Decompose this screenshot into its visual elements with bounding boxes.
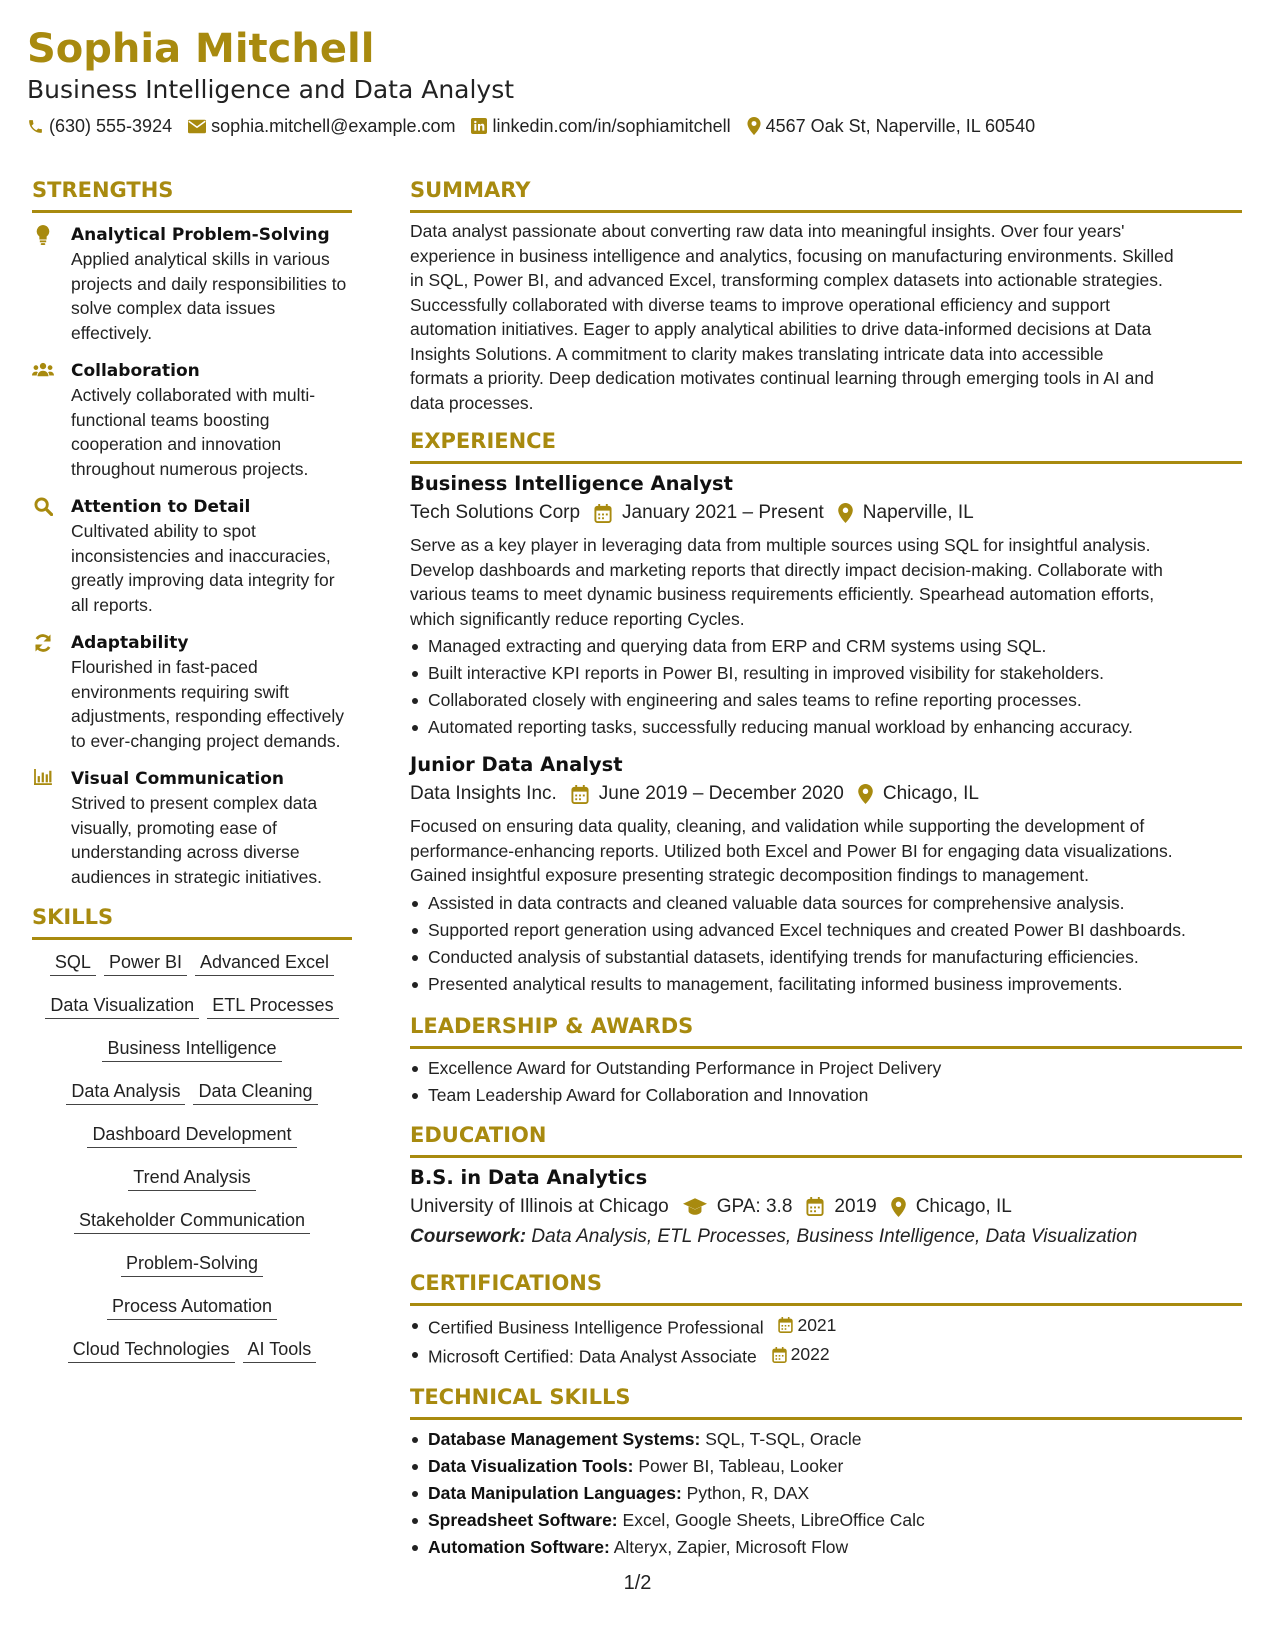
desc-line: performance-enhancing reports. Utilized both Excel and Power BI for engaging data visualizations. bbox=[410, 840, 1173, 861]
strengths-title: STRENGTHS bbox=[32, 178, 174, 202]
skill-tag: Dashboard Development bbox=[87, 1122, 296, 1148]
skill-row bbox=[32, 1122, 352, 1148]
map-pin-icon bbox=[891, 1197, 906, 1217]
desc-line: Develop dashboards and marketing reports that directly impact decision-making. Collaborate with bbox=[410, 559, 1163, 580]
strength-item bbox=[32, 359, 352, 481]
candidate-headline: Business Intelligence and Data Analyst bbox=[27, 75, 515, 104]
phone-text: (630) 555-3924 bbox=[49, 116, 173, 136]
coursework-list: Data Analysis, ETL Processes, Business Intelligence, Data Visualization bbox=[531, 1225, 1138, 1247]
certification-name: Microsoft Certified: Data Analyst Associate bbox=[428, 1346, 757, 1367]
map-pin-icon bbox=[838, 503, 853, 523]
skill-tag: Power BI bbox=[104, 950, 187, 976]
job-bullet: Supported report generation using advanced Excel techniques and created Power BI dashboards. bbox=[410, 917, 1242, 944]
map-pin-icon bbox=[747, 117, 761, 135]
desc-line: various teams to meet dynamic business requirements efficiently. Spearhead automation efforts, bbox=[410, 584, 1155, 604]
leadership-title: LEADERSHIP & AWARDS bbox=[410, 1013, 694, 1038]
skill-row bbox=[32, 950, 352, 976]
lightbulb-icon bbox=[35, 225, 51, 245]
skill-row bbox=[32, 1036, 352, 1062]
section-divider bbox=[410, 461, 1242, 464]
skill-row bbox=[32, 1294, 352, 1320]
skill-tag: Data Visualization bbox=[45, 993, 199, 1019]
technical-skills-title: TECHNICAL SKILLS bbox=[410, 1384, 631, 1409]
strength-title: Adaptability bbox=[71, 633, 189, 653]
linkedin-text: linkedin.com/in/sophiamitchell bbox=[492, 116, 731, 136]
summary-line: in SQL, Power BI, and advanced Excel, transforming complex datasets into actionable strategies. bbox=[410, 270, 1163, 290]
skill-tag: Data Analysis bbox=[66, 1079, 185, 1105]
skill-row bbox=[32, 1251, 352, 1277]
summary-line: formats a priority. Deep dedication motivates continual learning through emerging tools in AI and bbox=[410, 368, 1154, 388]
strength-title: Visual Communication bbox=[71, 769, 285, 789]
job-bullet: Conducted analysis of substantial datasets, identifying trends for manufacturing efficiencies. bbox=[410, 944, 1242, 971]
strength-title: Attention to Detail bbox=[71, 497, 251, 517]
skills-title: SKILLS bbox=[32, 905, 114, 929]
certification-year: 2021 bbox=[797, 1314, 837, 1335]
skill-tag: ETL Processes bbox=[207, 993, 338, 1019]
skill-tag: Cloud Technologies bbox=[68, 1337, 235, 1363]
certification-item bbox=[410, 1312, 1242, 1342]
skills-list bbox=[32, 950, 352, 1363]
tech-skill-label: Database Management Systems: bbox=[428, 1428, 701, 1449]
tech-skill-value: SQL, T-SQL, Oracle bbox=[705, 1428, 862, 1449]
skill-tag: Business Intelligence bbox=[102, 1036, 281, 1062]
certification-date bbox=[778, 1312, 836, 1339]
strength-item bbox=[32, 495, 352, 617]
strength-desc: Cultivated ability to spot inconsistencies and inaccuracies, greatly improving data integrity for all reports. bbox=[71, 521, 335, 615]
calendar-icon bbox=[806, 1197, 824, 1216]
coursework bbox=[410, 1223, 1242, 1251]
calendar-icon bbox=[778, 1317, 793, 1333]
job-bullet: Assisted in data contracts and cleaned valuable data sources for comprehensive analysis. bbox=[410, 890, 1242, 917]
job-company: Data Insights Inc. bbox=[410, 783, 557, 804]
desc-line: which significantly reduce reporting Cycles. bbox=[410, 608, 745, 629]
job-bullet: Automated reporting tasks, successfully reducing manual workload by enhancing accuracy. bbox=[410, 714, 1242, 741]
summary-line: data processes. bbox=[410, 392, 534, 413]
skill-row bbox=[32, 1337, 352, 1363]
linkedin-icon bbox=[471, 118, 487, 134]
candidate-name: Sophia Mitchell bbox=[27, 26, 375, 72]
resume-header bbox=[27, 24, 1247, 138]
section-divider bbox=[410, 1155, 1242, 1158]
strength-item bbox=[32, 631, 352, 753]
technical-skills-list bbox=[410, 1426, 1242, 1561]
tech-skill-item bbox=[410, 1426, 1242, 1453]
section-divider bbox=[410, 1046, 1242, 1049]
tech-skill-item bbox=[410, 1480, 1242, 1507]
certification-item bbox=[410, 1341, 1242, 1371]
search-icon bbox=[34, 497, 53, 516]
users-icon bbox=[32, 361, 54, 379]
coursework-label: Coursework: bbox=[410, 1225, 527, 1247]
gpa-text: GPA: 3.8 bbox=[716, 1195, 793, 1217]
map-pin-icon bbox=[858, 784, 873, 804]
award-item: Team Leadership Award for Collaboration and Innovation bbox=[410, 1082, 1242, 1109]
job-role: Junior Data Analyst bbox=[410, 753, 623, 776]
summary-line: Data analyst passionate about converting raw data into meaningful insights. Over four years' bbox=[410, 221, 1125, 241]
strength-desc: Flourished in fast-paced environments requiring swift adjustments, responding effectively to ever-changing project demands. bbox=[71, 657, 345, 751]
tech-skill-item bbox=[410, 1534, 1242, 1561]
summary-line: Insights Solutions. A commitment to clarity makes translating intricate data into accessible bbox=[410, 343, 1104, 364]
skill-tag: Advanced Excel bbox=[195, 950, 334, 976]
calendar-icon bbox=[594, 504, 612, 523]
summary-line: automation initiatives. Eager to apply analytical abilities to drive data-informed decisions at Data bbox=[410, 319, 1152, 339]
calendar-icon bbox=[772, 1347, 787, 1363]
contact-address bbox=[747, 114, 1036, 138]
skill-tag: Data Cleaning bbox=[193, 1079, 317, 1105]
summary-title: SUMMARY bbox=[410, 178, 531, 202]
strength-desc: Applied analytical skills in various projects and daily responsibilities to solve complex data issues effectively. bbox=[71, 249, 347, 343]
tech-skill-label: Automation Software: bbox=[428, 1536, 610, 1557]
skill-tag: AI Tools bbox=[243, 1337, 317, 1363]
graduation-cap-icon bbox=[683, 1198, 707, 1215]
skill-row bbox=[32, 1165, 352, 1191]
job-dates: June 2019 – December 2020 bbox=[598, 783, 844, 804]
summary-line: Successfully collaborated with diverse teams to improve operational efficiency and support bbox=[410, 294, 1111, 315]
skill-row bbox=[32, 993, 352, 1019]
job-role: Business Intelligence Analyst bbox=[410, 472, 733, 495]
job-bullets bbox=[410, 633, 1242, 741]
certification-date bbox=[772, 1341, 830, 1368]
desc-line: Gained insightful exposure presenting strategic decomposition findings to management. bbox=[410, 865, 1090, 885]
summary-line: experience in business intelligence and analytics, focusing on manufacturing environments. Skilled bbox=[410, 245, 1174, 266]
phone-icon bbox=[27, 118, 44, 135]
strength-title: Analytical Problem-Solving bbox=[71, 225, 330, 245]
summary-text bbox=[410, 219, 1242, 415]
left-column bbox=[32, 176, 352, 1380]
strength-item bbox=[32, 767, 352, 889]
skill-tag: Process Automation bbox=[107, 1294, 277, 1320]
job-meta bbox=[410, 499, 1242, 527]
graduation-year: 2019 bbox=[834, 1195, 877, 1217]
education-title: EDUCATION bbox=[410, 1122, 547, 1147]
awards-list bbox=[410, 1055, 1242, 1109]
envelope-icon bbox=[188, 119, 206, 134]
school-location: Chicago, IL bbox=[915, 1195, 1012, 1217]
job-bullet: Managed extracting and querying data from ERP and CRM systems using SQL. bbox=[410, 633, 1242, 660]
section-divider bbox=[32, 210, 352, 213]
tech-skill-value: Power BI, Tableau, Looker bbox=[638, 1455, 844, 1476]
tech-skill-label: Data Visualization Tools: bbox=[428, 1455, 634, 1476]
job-location: Naperville, IL bbox=[862, 502, 974, 523]
skill-row bbox=[32, 1208, 352, 1234]
experience-title: EXPERIENCE bbox=[410, 429, 556, 453]
section-divider bbox=[32, 937, 352, 940]
job-bullet: Collaborated closely with engineering and sales teams to refine reporting processes. bbox=[410, 687, 1242, 714]
contact-email[interactable] bbox=[188, 114, 455, 138]
certifications-title: CERTIFICATIONS bbox=[410, 1270, 603, 1295]
certification-year: 2022 bbox=[790, 1344, 830, 1364]
skill-tag: SQL bbox=[50, 950, 96, 976]
tech-skill-value: Alteryx, Zapier, Microsoft Flow bbox=[613, 1536, 849, 1557]
skill-tag: Problem-Solving bbox=[121, 1251, 263, 1277]
strength-desc: Actively collaborated with multi-functional teams boosting cooperation and innovation throughout numerous projects. bbox=[71, 385, 316, 479]
page-number: 1/2 bbox=[623, 1572, 652, 1594]
address-text: 4567 Oak St, Naperville, IL 60540 bbox=[765, 116, 1036, 136]
certification-name: Certified Business Intelligence Professional bbox=[428, 1317, 764, 1337]
education-meta bbox=[410, 1193, 1242, 1221]
contact-linkedin[interactable] bbox=[471, 114, 730, 138]
section-divider bbox=[410, 1303, 1242, 1306]
contact-phone[interactable] bbox=[27, 114, 172, 138]
right-column bbox=[410, 176, 1242, 1561]
job-description bbox=[410, 814, 1242, 888]
job-entry bbox=[410, 751, 1242, 998]
tech-skill-value: Python, R, DAX bbox=[686, 1482, 810, 1503]
tech-skill-label: Spreadsheet Software: bbox=[428, 1509, 618, 1530]
job-meta bbox=[410, 780, 1242, 808]
tech-skill-item bbox=[410, 1453, 1242, 1480]
job-bullet: Built interactive KPI reports in Power BI, resulting in improved visibility for stakeholders. bbox=[410, 660, 1242, 687]
job-bullet: Presented analytical results to management, facilitating informed business improvements. bbox=[410, 971, 1242, 998]
tech-skill-value: Excel, Google Sheets, LibreOffice Calc bbox=[622, 1509, 925, 1530]
strength-item bbox=[32, 223, 352, 345]
job-company: Tech Solutions Corp bbox=[410, 502, 581, 523]
calendar-icon bbox=[571, 785, 589, 804]
contact-bar bbox=[27, 114, 1247, 138]
skill-row bbox=[32, 1079, 352, 1105]
bar-chart-icon bbox=[34, 769, 52, 785]
job-dates: January 2021 – Present bbox=[622, 502, 824, 523]
desc-line: Focused on ensuring data quality, cleaning, and validation while supporting the development of bbox=[410, 816, 1145, 836]
desc-line: Serve as a key player in leveraging data from multiple sources using SQL for insightful analysis. bbox=[410, 535, 1151, 555]
degree-title: B.S. in Data Analytics bbox=[410, 1165, 648, 1189]
section-divider bbox=[410, 210, 1242, 213]
tech-skill-label: Data Manipulation Languages: bbox=[428, 1482, 682, 1503]
strength-title: Collaboration bbox=[71, 361, 200, 381]
job-entry bbox=[410, 470, 1242, 741]
job-bullets bbox=[410, 890, 1242, 998]
strength-desc: Strived to present complex data visually, promoting ease of understanding across diverse audiences in strategic initiatives. bbox=[71, 793, 322, 887]
skill-tag: Stakeholder Communication bbox=[74, 1208, 310, 1234]
job-location: Chicago, IL bbox=[882, 783, 979, 804]
skill-tag: Trend Analysis bbox=[128, 1165, 255, 1191]
school-name: University of Illinois at Chicago bbox=[410, 1195, 669, 1217]
section-divider bbox=[410, 1417, 1242, 1420]
email-text: sophia.mitchell@example.com bbox=[211, 116, 456, 136]
award-item: Excellence Award for Outstanding Performance in Project Delivery bbox=[410, 1055, 1242, 1082]
sync-icon bbox=[33, 633, 53, 653]
certifications-list bbox=[410, 1312, 1242, 1371]
tech-skill-item bbox=[410, 1507, 1242, 1534]
job-description bbox=[410, 533, 1242, 631]
